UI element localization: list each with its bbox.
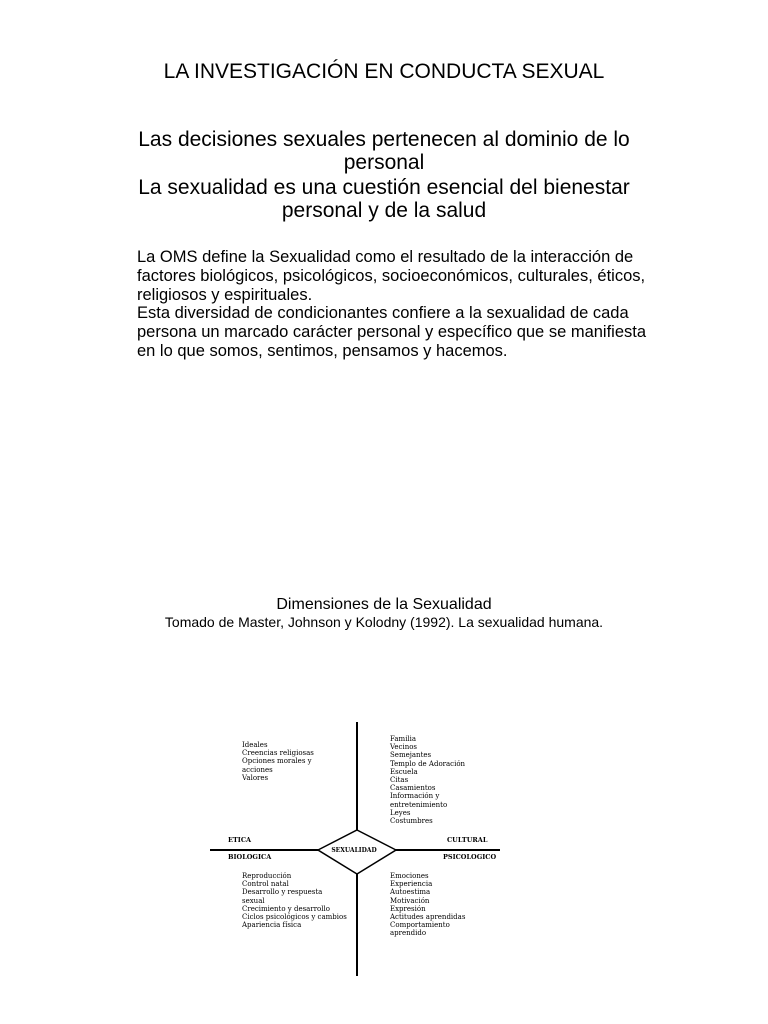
- page-title: LA INVESTIGACIÓN EN CONDUCTA SEXUAL: [163, 60, 605, 83]
- list-item: Emociones: [390, 872, 429, 880]
- list-item: Motivación: [390, 896, 430, 905]
- paragraph-diversity: Esta diversidad de condicionantes confiere a la sexualidad de cada persona un marcado carácter personal y específico que se manifiesta en lo que somos, sentimos, pensamos y hacemos.: [137, 304, 647, 360]
- list-item: Creencias religiosas: [242, 749, 314, 758]
- list-item: Escuela: [390, 767, 418, 776]
- sexuality-dimensions-diagram: [200, 712, 520, 982]
- label-psicologico: PSICOLOGICO: [443, 853, 497, 861]
- quadrant-etica-list: [242, 741, 352, 782]
- list-item: Apariencia física: [242, 921, 302, 930]
- list-item: Información y: [390, 792, 440, 801]
- list-item: entretenimiento: [390, 800, 448, 809]
- figure-title: Dimensiones de la Sexualidad: [276, 596, 492, 613]
- list-item: Reproducción: [242, 872, 292, 880]
- list-item: Valores: [242, 773, 269, 782]
- list-item: Experiencia: [390, 880, 433, 889]
- label-etica: ETICA: [228, 836, 252, 844]
- list-item: Templo de Adoración: [390, 759, 466, 768]
- lead-statement-health: La sexualidad es una cuestión esencial del bienestar personal y de la salud: [138, 176, 630, 222]
- list-item: Ciclos psicológicos y cambios: [242, 913, 347, 922]
- list-item: Costumbres: [390, 817, 433, 826]
- list-item: Vecinos: [390, 743, 418, 752]
- list-item: Autoestima: [390, 888, 431, 897]
- list-item: Familia: [390, 735, 417, 743]
- list-item: Control natal: [242, 880, 289, 889]
- quadrant-psicologico-list: [390, 872, 500, 938]
- list-item: Opciones morales y: [242, 757, 312, 766]
- list-item: Leyes: [390, 808, 411, 817]
- list-item: Actitudes aprendidas: [390, 913, 466, 922]
- list-item: acciones: [242, 765, 273, 774]
- quadrant-biologica-list: [242, 872, 362, 929]
- list-item: sexual: [242, 896, 265, 905]
- list-item: Comportamiento: [390, 921, 450, 930]
- center-label-sexualidad: SEXUALIDAD: [331, 847, 377, 854]
- quadrant-cultural-list: [390, 735, 500, 825]
- label-cultural: CULTURAL: [447, 836, 488, 844]
- figure-source: Tomado de Master, Johnson y Kolodny (1992). La sexualidad humana.: [164, 614, 604, 630]
- lead-statement-personal: Las decisiones sexuales pertenecen al dominio de lo personal: [138, 128, 630, 174]
- list-item: Semejantes: [390, 751, 432, 760]
- list-item: Crecimiento y desarrollo: [242, 904, 330, 913]
- list-item: aprendido: [390, 929, 427, 938]
- paragraph-oms-definition: La OMS define la Sexualidad como el resultado de la interacción de factores biológicos, psicológicos, socioeconómicos, culturales, éticos, religiosos y espirituales.: [137, 248, 646, 304]
- list-item: Casamientos: [390, 784, 436, 793]
- list-item: Expresión: [390, 904, 426, 913]
- list-item: Citas: [390, 776, 409, 785]
- list-item: Ideales: [242, 741, 268, 749]
- label-biologica: BIOLOGICA: [228, 853, 272, 861]
- list-item: Desarrollo y respuesta: [242, 888, 323, 897]
